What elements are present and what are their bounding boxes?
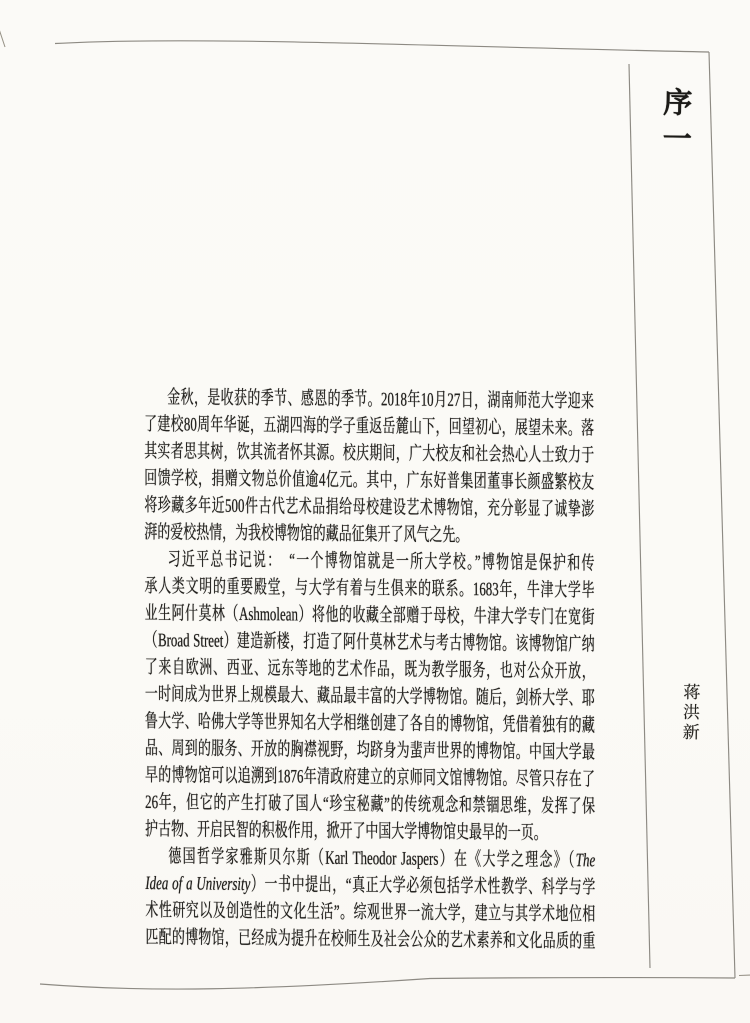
body-line [145, 789, 595, 820]
body-line [144, 384, 594, 415]
body-text-segment: 承人类文明的重要殿堂，与大学有着与生俱来的联系。1683年，牛津大学毕 [144, 576, 595, 602]
body-text-segment: 护古物、开启民智的积极作用，掀开了中国大学博物馆史最早的一页。 [145, 819, 547, 844]
body-text-segment: 了来自欧洲、西亚、远东等地的艺术作品，既为教学服务，也对公众开放， [144, 657, 595, 683]
body-text-segment: 一时间成为世界上规模最大、藏品最丰富的大学博物馆。随后，剑桥大学、耶 [144, 684, 595, 710]
body-text-segment: 了建校80周年华诞，五湖四海的学子重返岳麓山下，回望初心，展望未来。落 [144, 414, 595, 440]
body-text-segment: 匹配的博物馆，已经成为提升在校师生及社会公众的艺术素养和文化品质的重 [145, 927, 596, 953]
body-line [145, 600, 595, 631]
body-text-segment: 其实者思其树，饮其流者怀其源。校庆期间，广大校友和社会热心人士致力于 [144, 441, 595, 467]
body-text-segment: 品、周到的服务、开放的胸襟视野，均跻身为蜚声世界的博物馆。中国大学最 [144, 738, 595, 764]
body-line [144, 573, 594, 604]
preface-author: 蒋洪新 [679, 682, 700, 744]
page-edge-left-sliver [0, 29, 5, 47]
body-text-segment: 术性研究以及创造性的文化生活”。综观世界一流大学，建立与其学术地位相 [145, 900, 596, 926]
body-text-segment: 湃的爱校热情，为我校博物馆的藏品征集开了风气之先。 [144, 522, 469, 547]
body-line [145, 924, 595, 955]
body-text-segment: 金秋，是收获的季节、感恩的季节。2018年10月27日，湖南师范大学迎来 [167, 387, 595, 413]
body-line [145, 897, 595, 928]
body-line [145, 870, 595, 901]
body-line [144, 438, 594, 469]
body-text-segment: 德国哲学家雅斯贝尔斯（Karl Theodor Jaspers）在《大学之理念》（ [168, 846, 576, 872]
body-line [145, 681, 595, 712]
body-text-segment: 回馈学校，捐赠文物总价值逾4亿元。其中，广东好普集团董事长颜盛繁校友 [144, 468, 595, 494]
body-line [144, 546, 594, 577]
page-edge-bottom [40, 978, 735, 989]
body-text-segment: 将珍藏多年近500件古代艺术品捐给母校建设艺术博物馆，充分彰显了诚挚澎 [144, 495, 595, 521]
preface-title: 序一 [658, 86, 692, 160]
body-text-segment: 26年，但它的产生打破了国人“珍宝秘藏”的传统观念和禁锢思维，发挥了保 [145, 792, 596, 818]
body-text-segment: ）一书中提出，“真正大学必须包括学术性教学、科学与学 [250, 874, 596, 899]
body-line [144, 411, 594, 442]
body-text-segment: 早的博物馆可以追溯到1876年清政府建立的京师同文馆博物馆。尽管只存在了 [144, 765, 596, 791]
body-text-segment: （Broad Street）建造新楼，打造了阿什莫林艺术与考古博物馆。该博物馆广纳 [144, 630, 595, 656]
page-edge-right [709, 52, 735, 978]
body-text-segment: 鲁大学、哈佛大学等世界知名大学相继创建了各自的博物馆，凭借着独有的藏 [144, 711, 595, 737]
preface-body [144, 384, 595, 955]
body-text-italic-segment: Idea of a University [145, 873, 251, 896]
body-text-segment: 习近平总书记说： “一个博物馆就是一所大学校。”博物馆是保护和传 [167, 549, 595, 575]
body-text-segment: 业生阿什莫林（Ashmolean）将他的收藏全部赠于母校，牛津大学专门在宽街 [144, 603, 595, 629]
body-line [145, 735, 595, 766]
body-line [145, 708, 595, 739]
margin-divider-rule [629, 64, 650, 968]
body-line [144, 465, 594, 496]
body-line [144, 519, 594, 550]
body-line [145, 843, 595, 874]
page-edge-top [55, 41, 709, 52]
body-text-italic-segment: The [575, 850, 596, 872]
body-line [145, 762, 595, 793]
body-line [145, 654, 595, 685]
body-line [144, 492, 594, 523]
body-line [145, 627, 595, 658]
body-line [145, 816, 595, 847]
page-edge-bottom-right-dash [739, 975, 750, 976]
